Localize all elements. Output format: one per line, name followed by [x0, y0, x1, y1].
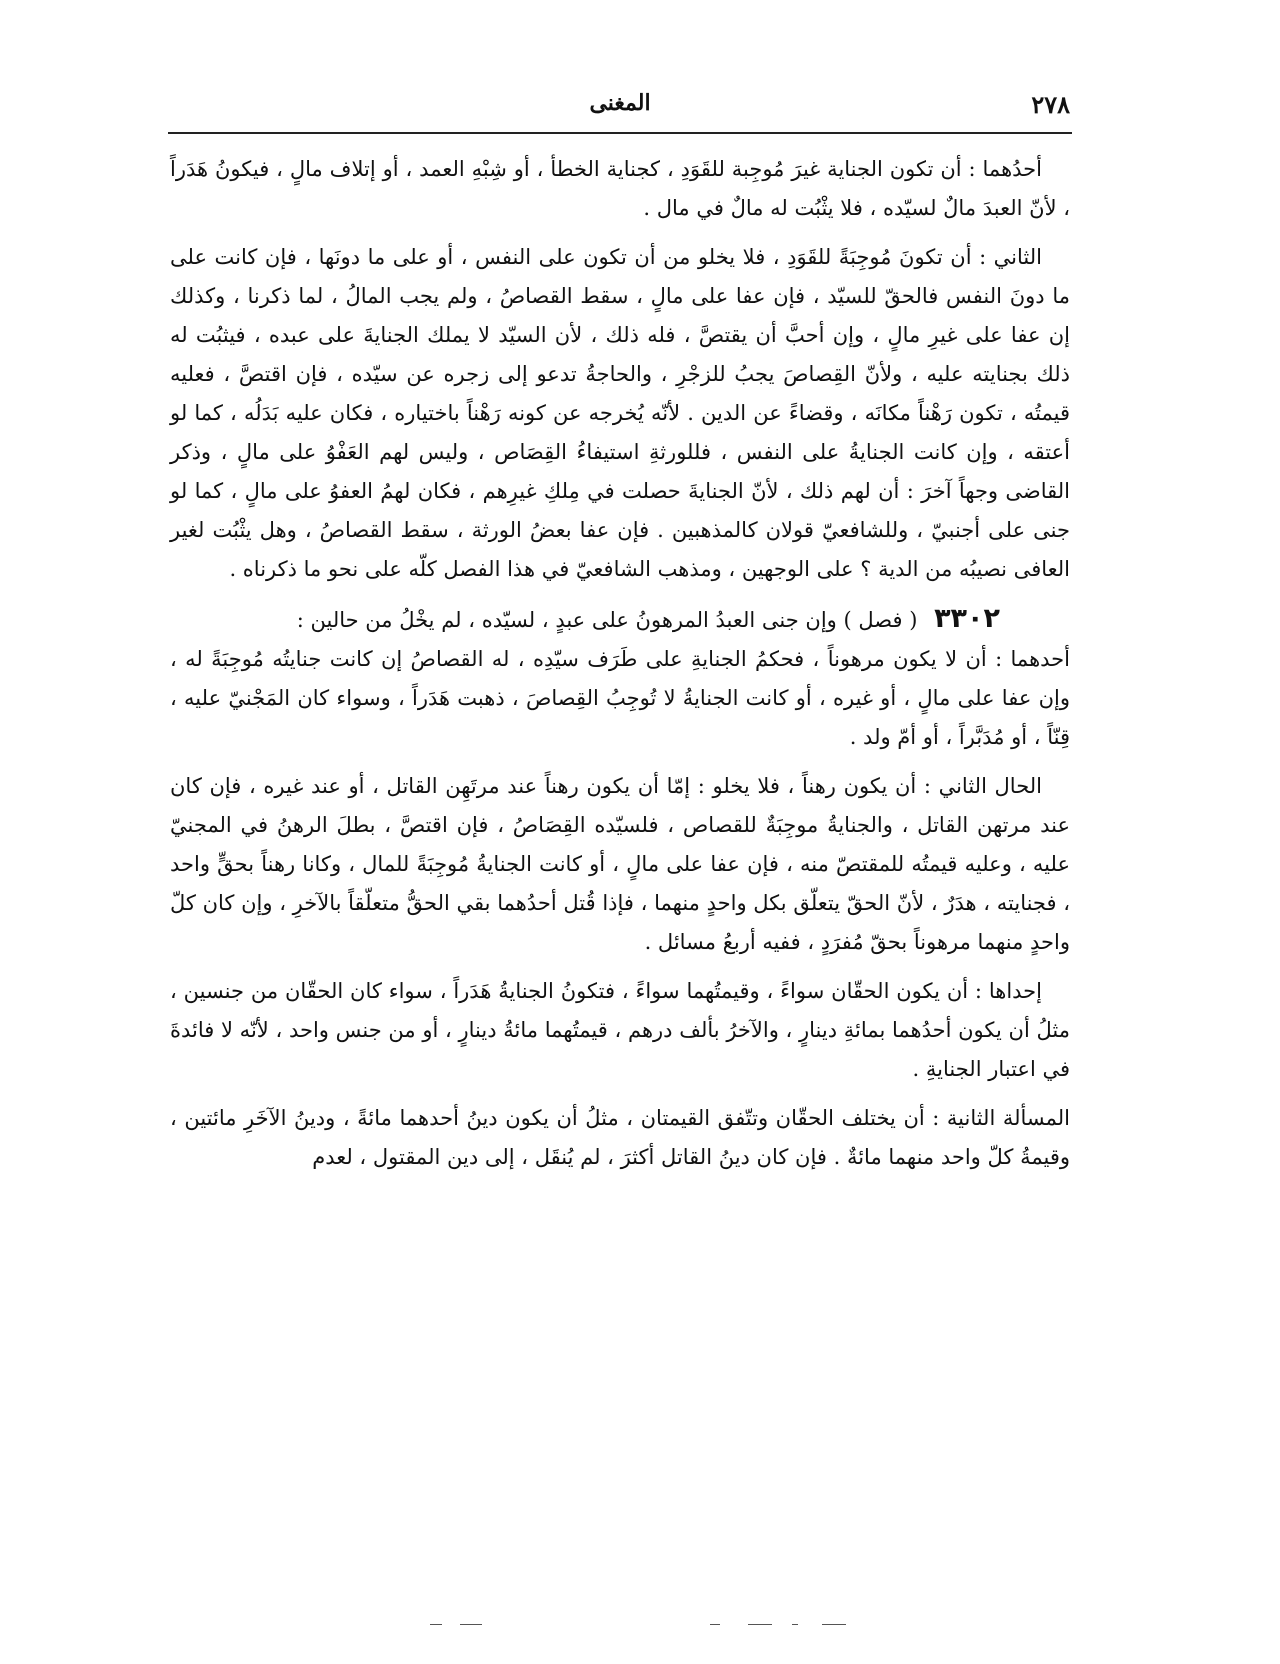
footer-mark [822, 1624, 846, 1625]
footer-mark [710, 1624, 720, 1625]
page-header [170, 86, 1070, 130]
footer-mark [792, 1624, 798, 1625]
paragraph-second-issue: المسألة الثانية : أن يختلف الحقّان وتتّفق القيمتان ، مثلُ أن يكون دينُ أحدهما مائةً ، ودينُ الآخَرِ مائتين ، وقيمةُ كلّ واحد منهما مائةٌ . فإن كان دينُ القاتل أكثرَ ، لم يُنقَل ، إلى دين المقتول ، لعدم [170, 1106, 1070, 1169]
footer-mark [748, 1624, 772, 1625]
paragraph-not-pledged: أحدهما : أن لا يكون مرهوناً ، فحكمُ الجنايةِ على طَرَف سيّدِه ، له القصاصُ إن كانت جنايتُه مُوجِبَةً له ، وإن عفا على مالٍ ، أو غيره ، أو كانت الجنايةُ لا تُوجِبُ القِصاصَ ، ذهبت هَدَراً ، وسواء كان المَجْنيّ عليه ، قِنّاً ، أو مُدَبَّراً ، أو أمّ ولد . [170, 647, 1070, 749]
page-number: ٢٧٨ [1031, 90, 1070, 119]
header-divider [168, 132, 1072, 134]
footer-scan-marks [430, 1620, 870, 1630]
paragraph-pledged: الحال الثاني : أن يكون رهناً ، فلا يخلو : إمّا أن يكون رهناً عند مرتَهِن القاتل ، أو عند غيره ، فإن كان عند مرتهن القاتل ، والجنايةُ موجِبَةٌ للقصاص ، فلسيّده القِصَاصُ ، فإن اقتصَّ ، بطلَ الرهنُ في المجنيّ عليه ، وعليه قيمتُه للمقتصّ منه ، فإن عفا على مالٍ ، أو كانت الجنايةُ مُوجِبَةً للمال ، وكانا رهناً بحقٍّ واحد ، فجنايته ، هدَرٌ ، لأنّ الحقّ يتعلّق بكل واحدٍ منهما ، فإذا قُتل أحدُهما بقي الحقُّ متعلّقاً بالآخرِ ، وإن كان كلّ واحدٍ منهما مرهوناً بحقّ مُفرَدٍ ، ففيه أربعُ مسائل . [170, 774, 1070, 954]
running-title: المغنى [589, 90, 651, 116]
footer-mark [460, 1624, 482, 1625]
section-number: ٣٣٠٢ [934, 603, 1000, 634]
footer-mark [430, 1624, 442, 1625]
paragraph-second-case: الثاني : أن تكونَ مُوجِبَةً للقَوَدِ ، فلا يخلو من أن تكون على النفس ، أو على ما دونَها ، فإن كانت على ما دونَ النفس فالحقّ للسيّد ، فإن عفا على مالٍ ، سقط القصاصُ ، ولم يجب المالُ ، لما ذكرنا ، وكذلك إن عفا على غيرِ مالٍ ، وإن أحبَّ أن يقتصَّ ، فله ذلك ، لأن السيّد لا يملك الجنايةَ على عبده ، فيثبُت له ذلك بجنايته عليه ، ولأنّ القِصاصَ يجبُ للزجْرِ ، والحاجةُ تدعو إلى زجره عن سيّده ، فإن اقتصَّ ، فعليه قيمتُه ، تكون رَهْناً مكانَه ، وقضاءً عن الدين . لأنّه يُخرجه عن كونه رَهْناً باختياره ، فكان عليه بَدَلُه ، كما لو أعتقه ، وإن كانت الجنايةُ على النفس ، فللورثةِ استيفاءُ القِصَاص ، وليس لهم العَفْوُ على مالٍ ، وذكر القاضى وجهاً آخرَ : أن لهم ذلك ، لأنّ الجنايةَ حصلت في مِلكِ غيرِهم ، فكان لهمُ العفوُ على مالٍ ، كما لو جنى على أجنبيّ ، وللشافعيّ قولان كالمذهبين . فإن عفا بعضُ الورثة ، سقط القصاصُ ، وهل يثْبُت لغير العافى نصيبُه من الدية ؟ على الوجهين ، ومذهب الشافعيّ في هذا الفصل كلّه على نحو ما ذكرناه . [170, 245, 1070, 581]
paragraph-first-issue: إحداها : أن يكون الحقّان سواءً ، وقيمتُهما سواءً ، فتكونُ الجنايةُ هَدَراً ، سواء كان الحقّان من جنسين ، مثلُ أن يكون أحدُهما بمائةِ دينارٍ ، والآخرُ بألف درهم ، قيمتُهما مائةُ دينارٍ ، أو من جنس واحد ، لأنّه لا فائدةَ في اعتبار الجنايةِ . [170, 979, 1070, 1081]
paragraph-first-case: أحدُهما : أن تكون الجناية غيرَ مُوجِبة للقَوَدِ ، كجناية الخطأ ، أو شِبْهِ العمد ، أو إتلاف مالٍ ، فيكونُ هَدَراً ، لأنّ العبدَ مالٌ لسيّده ، فلا يثْبُت له مالٌ في مال . [170, 157, 1070, 220]
section-heading-text: ( فصل ) وإن جنى العبدُ المرهونُ على عبدٍ ، لسيّده ، لم يخْلُ من حالين : [296, 608, 918, 632]
section-heading [170, 599, 1070, 640]
body-text [170, 150, 1070, 1187]
